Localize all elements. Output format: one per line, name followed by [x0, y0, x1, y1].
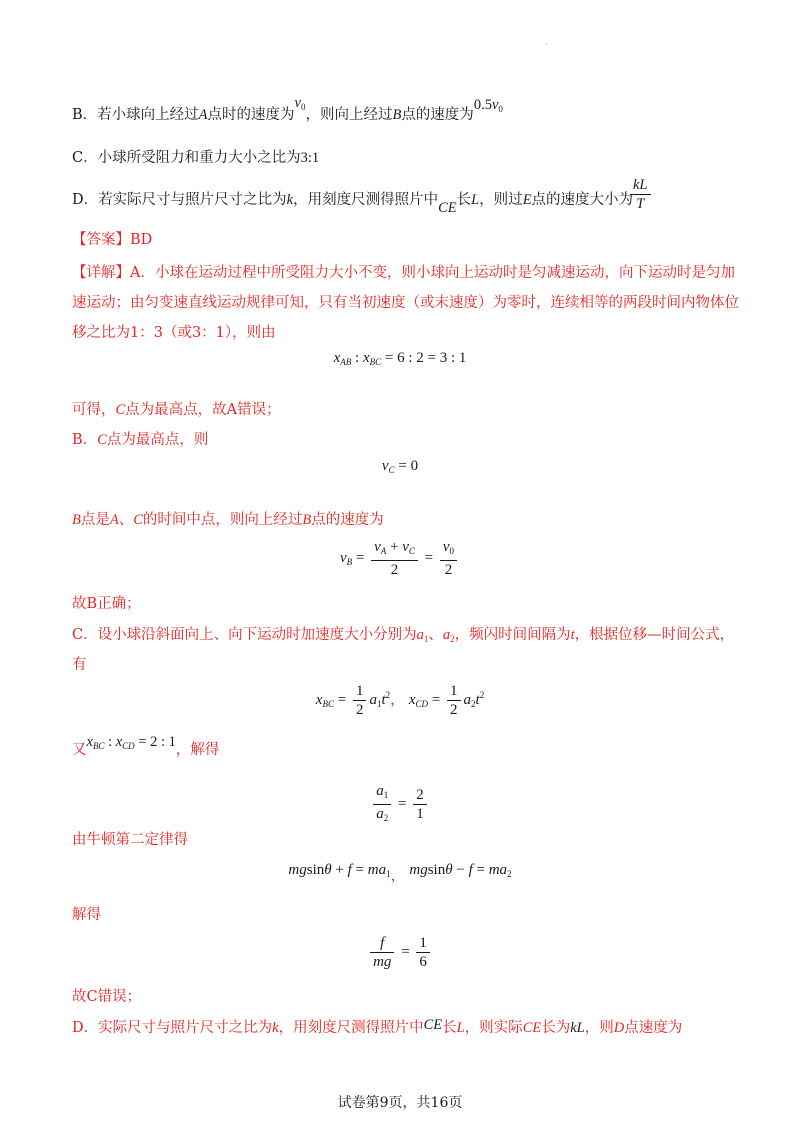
var-k: k	[272, 1020, 279, 1036]
text: ，则实际	[464, 1020, 523, 1036]
text: ，则过	[479, 192, 523, 208]
text: ，则	[584, 1020, 614, 1036]
text: ，频闪时间间隔为	[454, 627, 571, 643]
point-b: B	[72, 512, 81, 528]
denominator: 2	[444, 562, 453, 578]
sub: BC	[369, 357, 382, 367]
text: 点为最高点，故A错误；	[125, 402, 281, 418]
var-x: x	[333, 350, 341, 366]
conclusion-b: 故B正确；	[72, 596, 141, 612]
denominator: T	[636, 196, 645, 212]
part-d-label: D．	[72, 1020, 99, 1036]
denominator: 6	[419, 954, 427, 970]
point-a: A	[198, 107, 208, 123]
option-b-label: B．	[72, 107, 98, 123]
eq-rest: = 6 : 2 = 3 : 1	[381, 350, 467, 366]
text: 、	[428, 627, 443, 643]
fraction-half	[353, 682, 367, 719]
numerator: 2	[413, 786, 427, 805]
midpoint-b	[72, 510, 384, 530]
detail-line-2: 速运动；由匀变速直线运动规律可知，只有当初速度（或末速度）为零时，连续相等的两段时间内物体位	[72, 295, 739, 311]
solve-line: 解得	[72, 907, 101, 923]
text: 点是	[80, 512, 110, 528]
text: 的时间中点，则向上经过	[142, 512, 303, 528]
point-c: C	[97, 432, 107, 448]
sub: 0	[300, 102, 306, 112]
var-a: a	[376, 783, 384, 799]
part-d	[72, 1018, 682, 1038]
segment-ce: CE	[438, 200, 457, 216]
text: 可得，	[72, 402, 116, 418]
equation-f-mg: $\frac{f}{mg}$ = $\frac{1}{6}$	[0, 934, 800, 971]
text: 小球所受阻力和重力大小之比为	[97, 150, 301, 166]
detail-line-3: 移之比为1：3（或3：1），则由	[72, 325, 276, 341]
text: 设小球沿斜面向上、向下运动时加速度大小分别为	[97, 627, 417, 643]
var-l: L	[471, 192, 480, 208]
var-v: v	[339, 549, 347, 566]
option-b	[72, 95, 503, 129]
segment-ce: CE	[522, 1020, 542, 1036]
fraction-half	[447, 682, 461, 719]
answer: 【答案】BD	[72, 232, 153, 248]
var-x: x	[362, 350, 370, 366]
denominator: 2	[355, 702, 364, 718]
coef: 0.5	[473, 97, 492, 113]
point-c: C	[133, 512, 143, 528]
numerator: 1	[416, 934, 430, 953]
text: 长为	[541, 1020, 571, 1036]
equation-xab-xbc: $x_{AB}$ : $x_{BC} = 6$ : 2 = 3 : 1	[333, 350, 467, 367]
eq-rest: = 0	[394, 458, 419, 474]
text: 又	[72, 742, 87, 758]
option-c	[72, 148, 319, 168]
newton-line: 由牛顿第二定律得	[72, 832, 188, 848]
sub: 1	[423, 634, 429, 644]
ratio: 3:1	[300, 150, 320, 166]
fraction-kl-t	[630, 176, 651, 213]
point-a: A	[109, 512, 119, 528]
fraction-v0: $\frac{v_0}{2}$	[440, 538, 457, 579]
equation-vb: $v_B$ = $\frac{v_A + v_C}{2}$ = $\frac{v_0}{2}$	[0, 538, 800, 579]
var-v: v	[491, 97, 499, 113]
option-d-label: D．	[72, 192, 99, 208]
separator: ，	[390, 691, 406, 708]
detail-head: 【详解】A．	[72, 265, 155, 281]
part-c-label: C．	[72, 627, 98, 643]
text: ，则向上经过	[305, 107, 393, 123]
numerator: f	[380, 935, 385, 951]
numerator: 1	[353, 682, 367, 701]
text: 若小球向上经过	[97, 107, 199, 123]
text: 小球在运动过程中所受阻力大小不变，则小球向上运动时是匀减速运动，向下运动时是匀加	[154, 265, 735, 281]
sub: AB	[340, 357, 352, 367]
conclusion-a	[72, 400, 281, 420]
text: 长	[442, 1020, 457, 1036]
text: 点时的速度为	[207, 107, 295, 123]
text: 点速度为	[624, 1020, 683, 1036]
var-t: t	[570, 627, 575, 643]
sub: 2	[383, 813, 389, 823]
eq-rest: = 2 : 1	[134, 734, 176, 750]
denominator: 1	[416, 806, 424, 822]
sub: 2	[450, 634, 455, 644]
scan-speck: ·	[545, 40, 548, 49]
part-c-line-2: 有	[72, 657, 87, 673]
sub: 0	[498, 104, 503, 114]
text: ，用刻度尺测得照片中	[278, 1020, 424, 1036]
separator: ，	[390, 868, 406, 884]
part-b	[72, 430, 208, 450]
numerator: 1	[447, 682, 461, 701]
sub: 1	[383, 790, 389, 800]
text: ，解得	[175, 742, 220, 758]
denominator: 2	[450, 702, 458, 718]
point-b: B	[302, 512, 312, 528]
var-k: k	[286, 192, 294, 208]
var-l: L	[456, 1020, 465, 1036]
sub: B	[346, 556, 353, 567]
part-c	[72, 625, 734, 649]
var-a: a	[376, 806, 384, 822]
fraction-va-vc: $\frac{v_A + v_C}{2}$	[371, 538, 418, 579]
equation-a-ratio: $\frac{a_1}{a_2}$ = $\frac{2}{1}$	[0, 782, 800, 827]
fraction-2-1	[413, 786, 427, 823]
option-c-label: C．	[72, 150, 98, 166]
equation-newton: $mgsin\theta + f = ma_1$， $mgsin\theta - f = ma_2$	[288, 862, 512, 884]
text: 若实际尺寸与照片尺寸之比为	[98, 192, 287, 208]
text: ，根据位移—时间公式，	[574, 627, 735, 643]
fraction-a1-a2	[373, 782, 391, 827]
fraction-1-6	[416, 934, 430, 971]
text: 点的速度为	[311, 512, 384, 528]
text: 点的速度为	[401, 107, 474, 123]
point-d: D	[613, 1020, 625, 1036]
fraction-f-mg	[370, 934, 394, 971]
text: 、	[118, 512, 134, 528]
point-b: B	[392, 107, 402, 123]
equation-vc	[0, 458, 800, 475]
text: 点为最高点，则	[106, 432, 209, 448]
text: 实际尺寸与照片尺寸之比为	[98, 1020, 273, 1036]
var-v: v	[381, 458, 389, 474]
var-a: a	[416, 627, 424, 643]
option-d	[72, 177, 648, 220]
text: ，用刻度尺测得照片中	[293, 192, 439, 208]
page-footer: 试卷第9页，共16页	[337, 1095, 463, 1111]
detail-line-1	[72, 263, 735, 283]
part-b-label: B．	[72, 432, 98, 448]
var-kl: kL	[570, 1020, 585, 1036]
denominator: 2	[390, 562, 399, 578]
var-v: v	[294, 95, 301, 111]
point-c: C	[115, 402, 126, 418]
equation-displacement: $x_{BC}$ = $\frac{1}{2}$ $a_1t^2$， $x_{CD}$ = $\frac{1}{2}$ $a_2t^2$	[315, 683, 485, 718]
segment-ce: CE	[423, 1017, 443, 1033]
numerator: kL	[633, 177, 648, 193]
ratio-line: 又$x_{BC}$ : $x_{CD} = 2$ : 1，解得	[72, 734, 220, 758]
sub: C	[388, 465, 395, 475]
text: 点的速度大小为	[531, 192, 634, 208]
conclusion-c: 故C错误；	[72, 989, 142, 1005]
denominator: mg	[373, 954, 392, 970]
var-a: a	[442, 627, 451, 643]
text: 长	[456, 192, 472, 208]
point-e: E	[522, 192, 532, 208]
